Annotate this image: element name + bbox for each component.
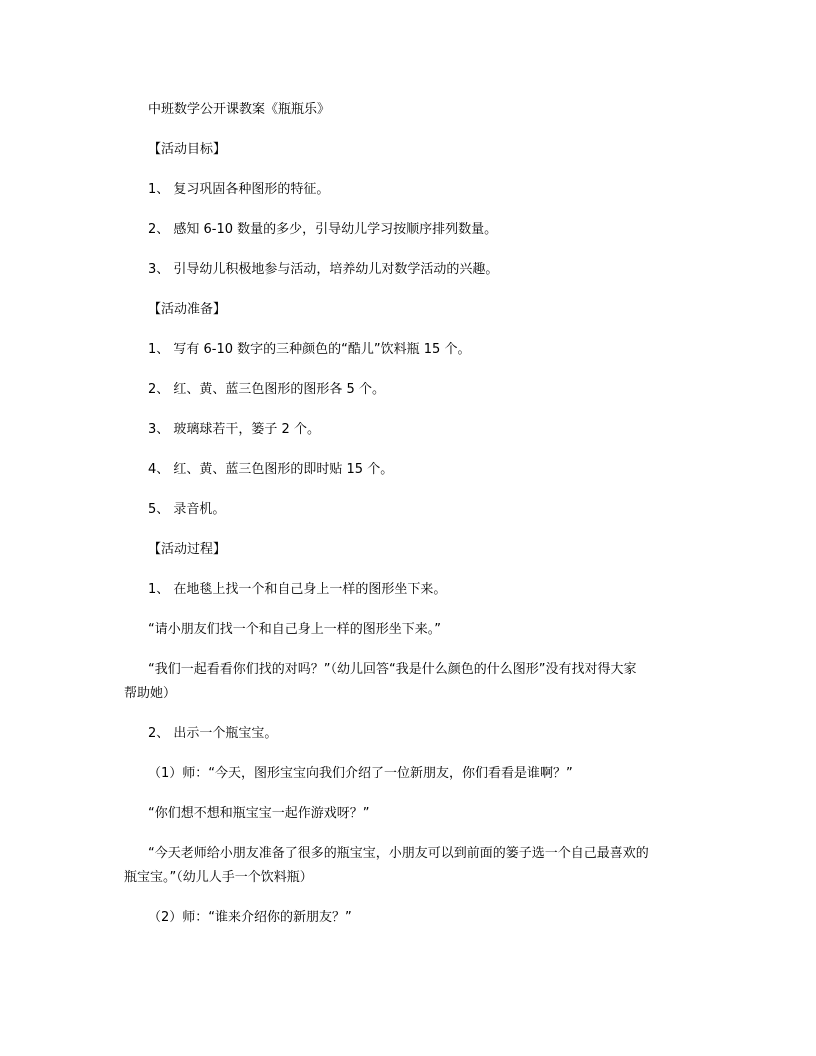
goals-heading: 【活动目标】 — [148, 142, 227, 157]
process-quote-continuation: 瓶宝宝。”（幼儿人手一个饮料瓶） — [124, 870, 313, 885]
process-quote: “请小朋友们找一个和自己身上一样的图形坐下来。” — [148, 622, 441, 637]
prep-heading: 【活动准备】 — [148, 302, 227, 317]
prep-item: 4、 红、黄、蓝三色图形的即时贴 15 个。 — [148, 462, 394, 477]
process-quote: “今天老师给小朋友准备了很多的瓶宝宝，小朋友可以到前面的篓子选一个自己最喜欢的 — [148, 846, 649, 861]
process-step: 1、 在地毯上找一个和自己身上一样的图形坐下来。 — [148, 582, 447, 597]
goal-item: 2、 感知 6-10 数量的多少，引导幼儿学习按顺序排列数量。 — [148, 222, 498, 237]
prep-item: 2、 红、黄、蓝三色图形的图形各 5 个。 — [148, 382, 385, 397]
process-substep: （2）师：“谁来介绍你的新朋友？” — [148, 910, 352, 925]
goal-item: 3、 引导幼儿积极地参与活动，培养幼儿对数学活动的兴趣。 — [148, 262, 499, 277]
process-step: 2、 出示一个瓶宝宝。 — [148, 726, 278, 741]
process-quote: “我们一起看看你们找的对吗？”（幼儿回答“我是什么颜色的什么图形”没有找对得大家 — [148, 662, 637, 677]
process-quote: “你们想不想和瓶宝宝一起作游戏呀？” — [148, 806, 370, 821]
prep-item: 1、 写有 6-10 数字的三种颜色的“酷儿”饮料瓶 15 个。 — [148, 342, 471, 357]
process-substep: （1）师：“今天，图形宝宝向我们介绍了一位新朋友，你们看看是谁啊？” — [148, 766, 573, 781]
process-heading: 【活动过程】 — [148, 542, 227, 557]
process-quote-continuation: 帮助她） — [124, 686, 177, 701]
prep-item: 5、 录音机。 — [148, 502, 226, 517]
prep-item: 3、 玻璃球若干，篓子 2 个。 — [148, 422, 320, 437]
goal-item: 1、 复习巩固各种图形的特征。 — [148, 182, 330, 197]
document-title: 中班数学公开课教案《瓶瓶乐》 — [148, 102, 331, 117]
